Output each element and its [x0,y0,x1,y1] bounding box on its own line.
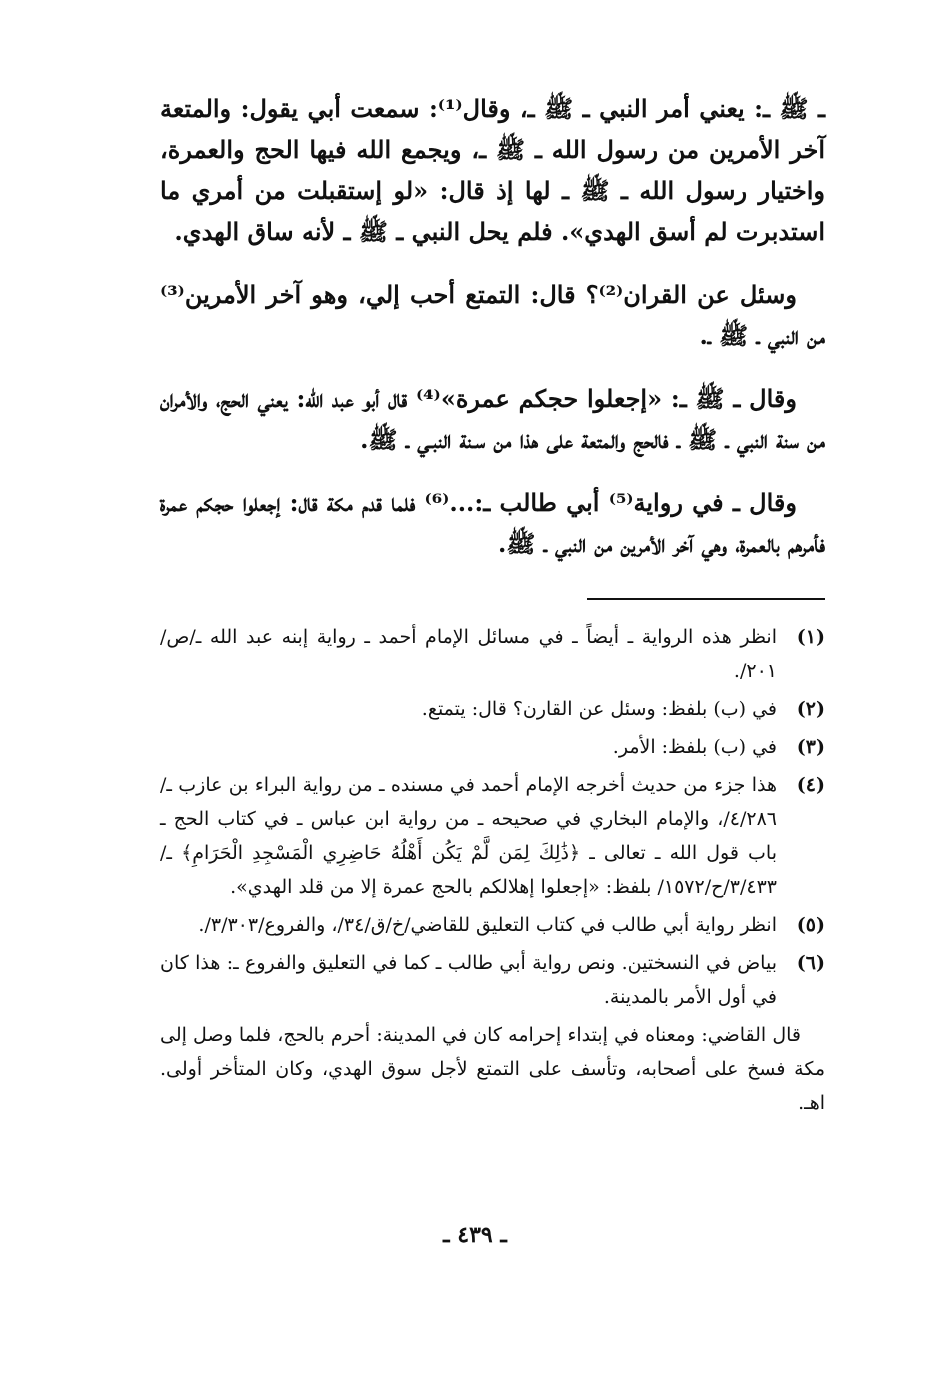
footnote-number: (٦) [796,952,825,974]
footnote-separator [587,598,825,600]
footnote-4 [160,768,825,904]
footnote-5 [160,908,825,942]
footnote-1 [160,620,825,688]
body-paragraph-2: وسئل عن القران⁽²⁾؟ قال: التمتع أحب إلي، وهو آخر الأمرين⁽³⁾ من النبي ـ ﷺ ـ. [160,280,825,350]
page-number: ـ ٤٣٩ ـ [443,1222,507,1248]
body-paragraph-4: وقال ـ في رواية⁽⁵⁾ أبي طالب ـ:...⁽⁶⁾ فلما قدم مكة قال: إجعلوا حجكم عمرة فأمرهم بالعمرة، وهي آخر الأمرين من النبي ـ ﷺ. [160,488,825,558]
footnote-6 [160,946,825,1014]
footnote-text: في (ب) بلفظ: وسئل عن القارن؟ قال: يتمتع. [421,698,777,720]
footnote-text: في (ب) بلفظ: الأمر. [612,736,777,758]
footnote-number: (٢) [796,698,825,720]
footnote-3 [160,730,825,764]
footnote-number: (١) [796,626,825,648]
footnote-text: انظر هذه الرواية ـ أيضاً ـ في مسائل الإمام أحمد ـ رواية إبنه عبد الله ـ/ص/٢٠١/. [160,626,777,682]
footnote-text: هذا جزء من حديث أخرجه الإمام أحمد في مسنده ـ من رواية البراء بن عازب ـ/٤/٢٨٦/، والإمام البخاري في صحيحه ـ من رواية ابن عباس ـ في كتاب الحج ـ باب قول الله ـ تعالى ـ ﴿ذَٰلِكَ لِمَن لَّمْ يَكُن أَهْلُهُ حَاضِرِي الْمَسْجِدِ الْحَرَامِ﴾ ـ/٣/٤٣٣/ح/١٥٧٢/ بلفظ: «إجعلوا إهلالكم بالحج عمرة إلا من قلد الهدي». [160,774,777,898]
footnote-text: بياض في النسختين. ونص رواية أبي طالب ـ كما في التعليق والفروع ـ: هذا كان في أول الأمر بالمدينة. [160,952,777,1008]
body-paragraph-3: وقال ـ ﷺ ـ: «إجعلوا حجكم عمرة»⁽⁴⁾ قال أبو عبد الله: يعني الحج، والأمران من سنة النبي ـ ﷺ ـ فالحج والمتعة على هذا من سـنة النبـي ـ ﷺ. [160,384,825,454]
footnote-text: انظر رواية أبي طالب في كتاب التعليق للقاضي/خ/ق/٣٤/، والفروع/٣/٣٠٣/. [198,914,777,936]
footnote-number: (٤) [796,774,825,796]
page-content [160,88,825,1120]
footnote-continuation: قال القاضي: ومعناه في إبتداء إحرامه كان في المدينة: أحرم بالحج، فلما وصل إلى مكة فسخ على أصحابه، وتأسف على التمتع لأجل سوق الهدي، وكان المتأخر أولى. اهـ. [160,1024,825,1114]
footnote-number: (٣) [796,736,825,758]
footnote-2 [160,692,825,726]
body-paragraph-1: ـ ﷺ ـ: يعني أمر النبي ـ ﷺ ـ، وقال⁽¹⁾: سمعت أبي يقول: والمتعة آخر الأمرين من رسول الله ـ ﷺ ـ، ويجمع الله فيها الحج والعمرة، واختيار رسول الله ـ ﷺ ـ لها إذ قال: «لو إستقبلت من أمري ما استدبرت لم أسق الهدي». فلم يحل النبي ـ ﷺ ـ لأنه ساق الهدي. [160,94,826,246]
footnote-number: (٥) [796,914,825,936]
